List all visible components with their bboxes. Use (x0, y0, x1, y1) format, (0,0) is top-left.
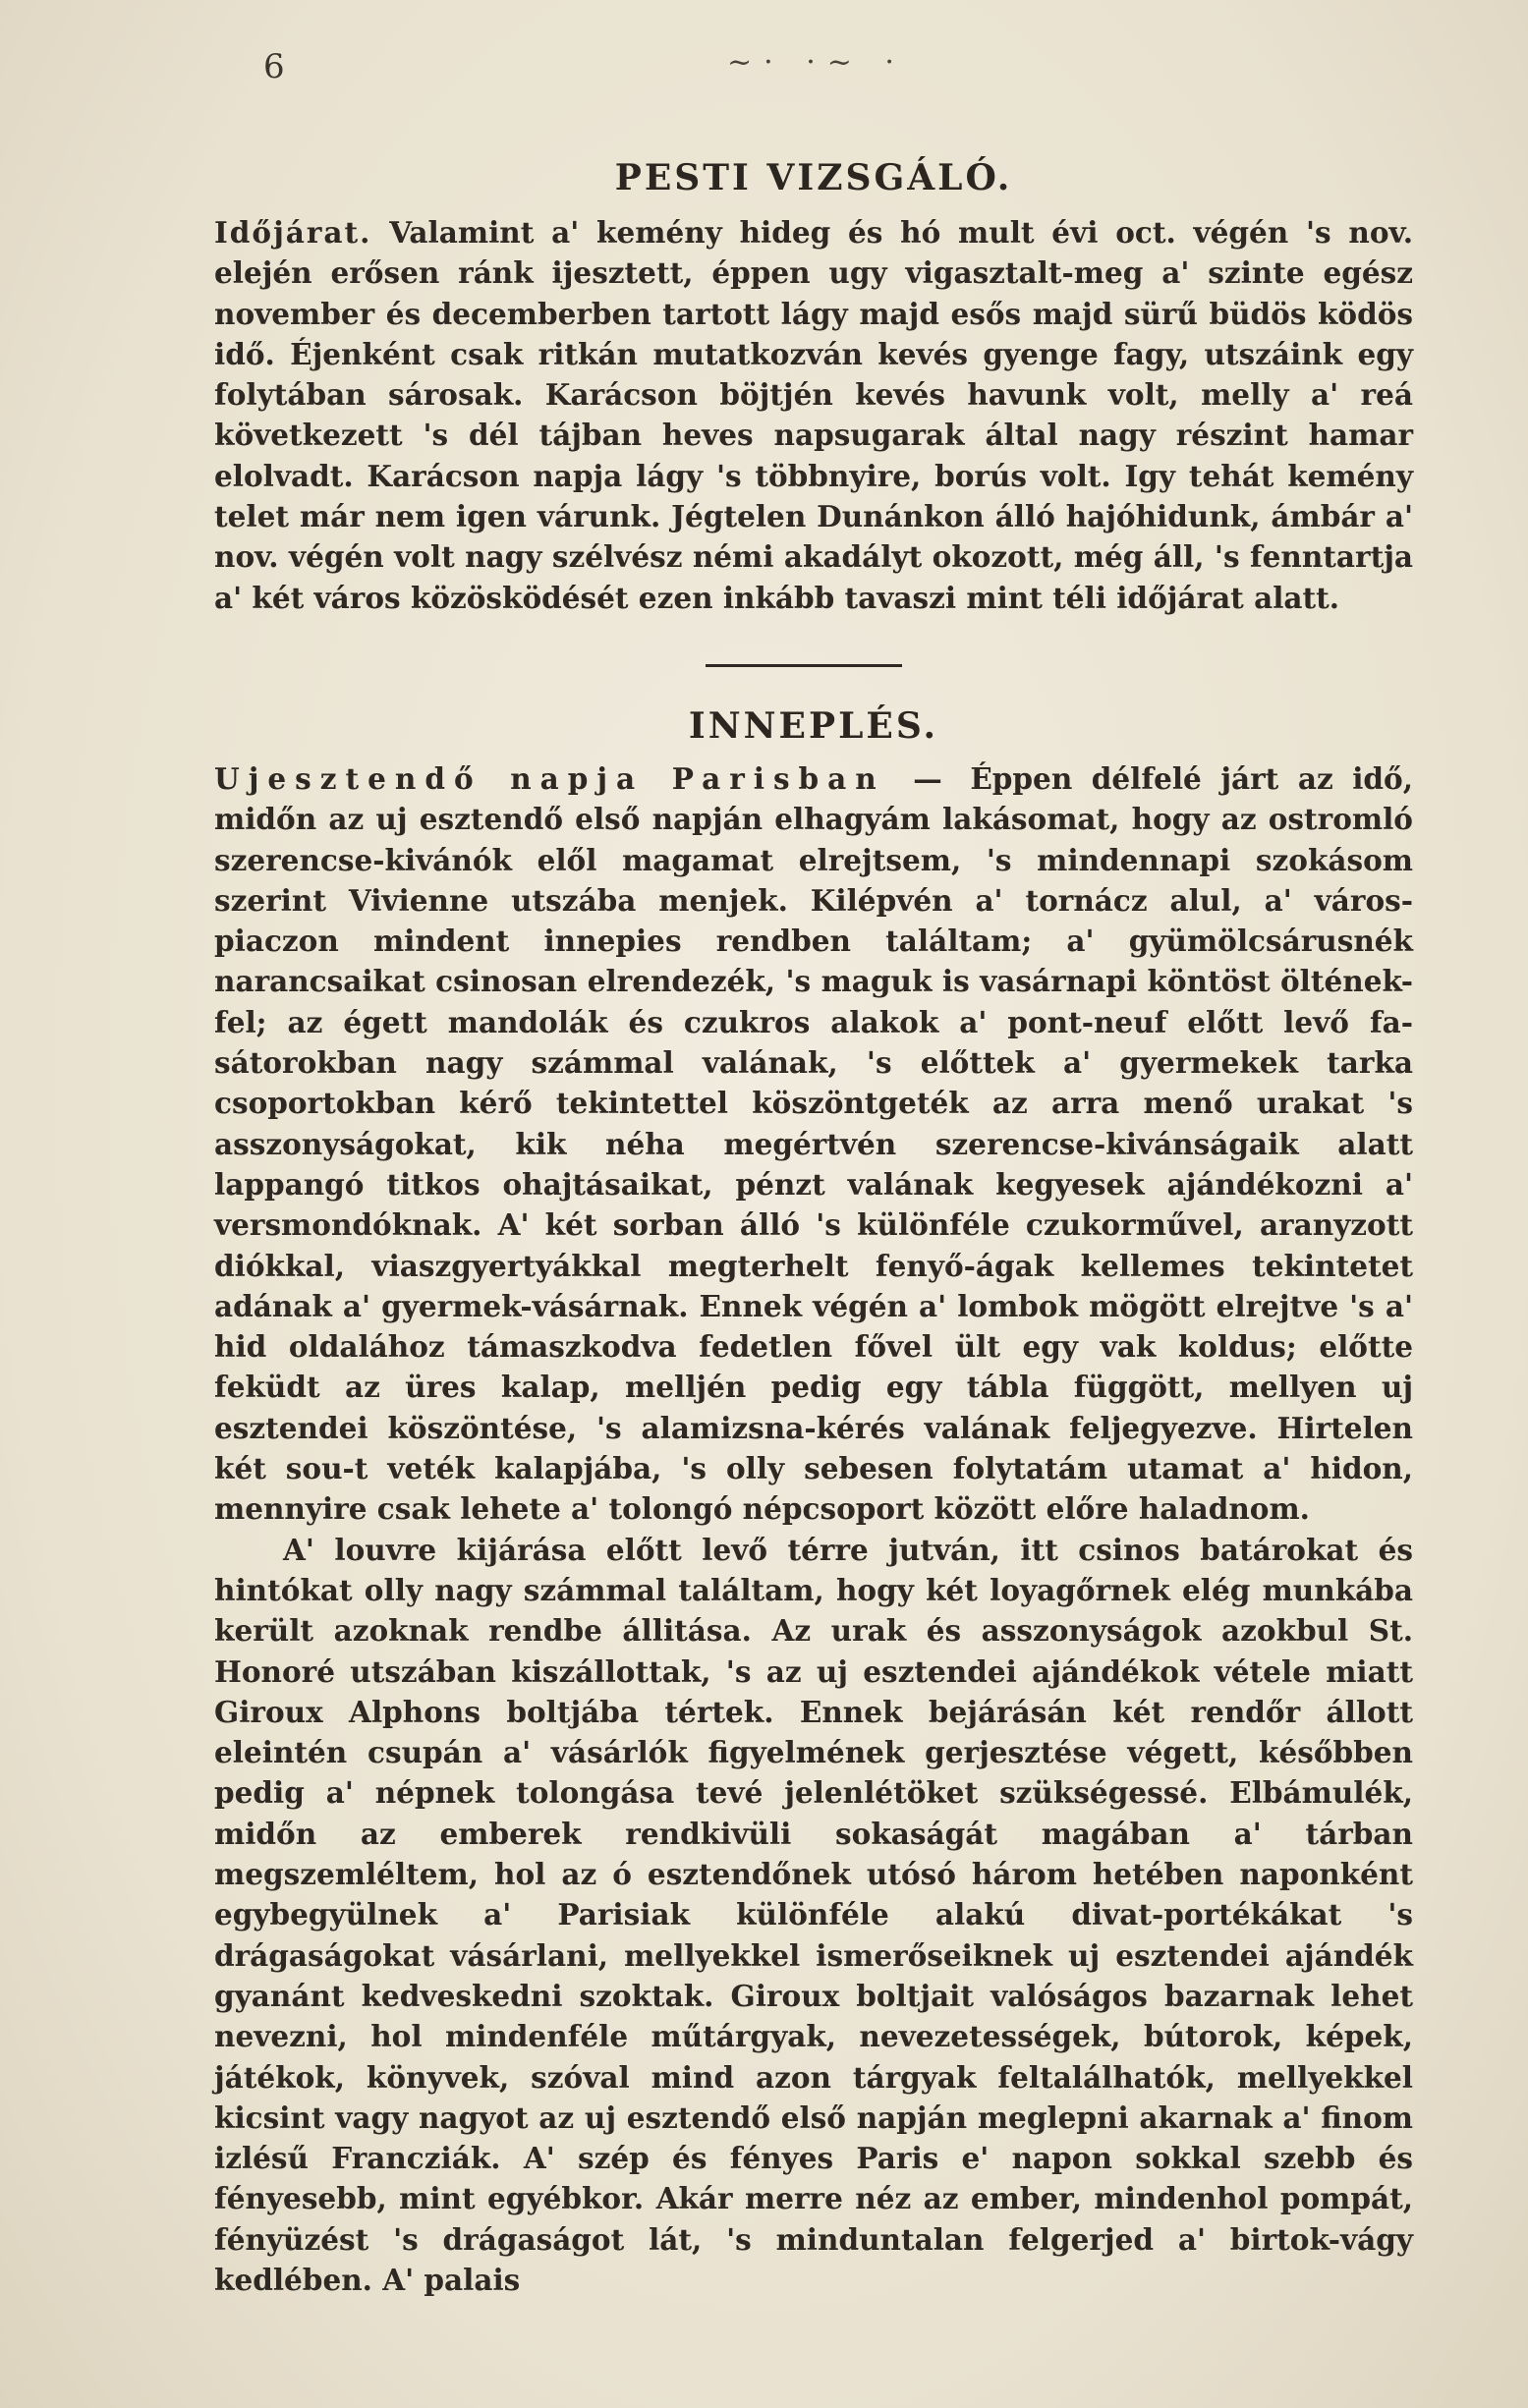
page-number: 6 (263, 47, 285, 86)
header-ornament: ~· ·~ · (727, 45, 906, 80)
text-parisban: Éppen délfelé járt az idő, midőn az uj esztendő első napján elhagyám lakásomat, hogy az ostromló szerencse-kivánók elől magamat elrejtsem, 's mindennapi szokásom szerint Vivienne utszába menjek. Kilépvén a' tornácz alul, a' város-piaczon mindent innepies rendben találtam; a' gyümölcsárusnék narancsaikat csinosan elrendezék, 's maguk is vasárnapi köntöst öltének-fel; az égett mandolák és czukros alakok a' pont-neuf előtt levő fa-sátorokban nagy számmal valának, 's előttek a' gyermekek tarka csoportokban kérő tekintettel köszöntgeték az arra menő urakat 's asszonyságokat, kik néha megértvén szerencse-kivánságaik alatt lappangó titkos ohajtásaikat, pénzt valának kegyesek ajándékozni a' versmondóknak. A' két sorban álló 's különféle czukorművel, aranyzott diókkal, viaszgyertyákkal megterhelt fenyő-ágak kellemes tekintetet adának a' gyermek-vásárnak. Ennek végén a' lombok mögött elrejtve 's a' hid oldalához támaszkodva fedetlen fővel ült egy vak koldus; előtte feküdt az üres kalap, melljén pedig egy tábla függött, mellyen uj esztendei köszöntése, 's alamizsna-kérés valának feljegyezve. Hirtelen két sou-t veték kalapjába, 's olly sebesen folytatám utamat a' hidon, mennyire csak lehete a' tolongó népcsoport között előre haladnom. (214, 761, 1413, 1527)
lead-idojarat: Időjárat. (214, 215, 372, 250)
section-vizsgalo (214, 157, 1413, 618)
lead-parisban: Ujesztendő napja Parisban — (214, 761, 951, 796)
text-idojarat: Valamint a' kemény hideg és hó mult évi oct. végén 's nov. elején erősen ránk ijesztett, éppen ugy vigasztalt-meg a' szinte egész november és decemberben tartott lágy majd esős majd sürű büdös ködös idő. Éjenként csak ritkán mutatkozván kevés gyenge fagy, utszáink egy folytában sárosak. Karácson böjtjén kevés havunk volt, melly a' reá következett 's dél tájban heves napsugarak által nagy részint hamar elolvadt. Karácson napja lágy 's többnyire, borús volt. Igy tehát kemény telet már nem igen várunk. Jégtelen Dunánkon álló hajóhidunk, ámbár a' nov. végén volt nagy szélvész némi akadályt okozott, még áll, 's fenntartja a' két város közösködését ezen inkább tavaszi mint téli időjárat alatt. (214, 215, 1413, 615)
section-title-vizsgalo: PESTI VIZSGÁLÓ. (614, 157, 1013, 198)
paragraph-idojarat (214, 212, 1413, 618)
section-title-inneples: INNEPLÉS. (688, 705, 939, 747)
paragraph-parisban (214, 758, 1413, 1530)
paragraph-louvre: A' louvre kijárása előtt levő térre jutván, itt csinos batárokat és hintókat olly nagy számmal találtam, hogy két loyagőrnek elég munkába került azoknak rendbe állitása. Az urak és asszonyságok azokbul St. Honoré utszában kiszállottak, 's az uj esztendei ajándékok vétele miatt Giroux Alphons boltjába tértek. Ennek bejárásán két rendőr állott eleintén csupán a' vásárlók figyelmének gerjesztése végett, későbben pedig a' népnek tolongása tevé jelenlétöket szükségessé. Elbámulék, midőn az emberek rendkivüli sokaságát magában a' tárban megszemléltem, hol az ó esztendőnek utósó három hetében naponként egybegyülnek a' Parisiak különféle alakú divat-portékákat 's drágaságokat vásárlani, mellyekkel ismerőseiknek uj esztendei ajándék gyanánt kedveskedni szoktak. Giroux boltjait valóságos bazarnak lehet nevezni, hol mindenféle műtárgyak, nevezetességek, bútorok, képek, játékok, könyvek, szóval mind azon tárgyak feltalálhatók, mellyekkel kicsint vagy nagyot az uj esztendő első napján meglepni akarnak a' finom izlésű Francziák. A' szép és fényes Paris e' napon sokkal szebb és fényesebb, mint egyébkor. Akár merre néz az ember, mindenhol pompát, fényüzést 's drágaságot lát, 's minduntalan felgerjed a' birtok-vágy kedlében. A' palais (214, 1532, 1413, 2297)
section-divider (706, 664, 902, 667)
section-inneples (214, 705, 1413, 2300)
